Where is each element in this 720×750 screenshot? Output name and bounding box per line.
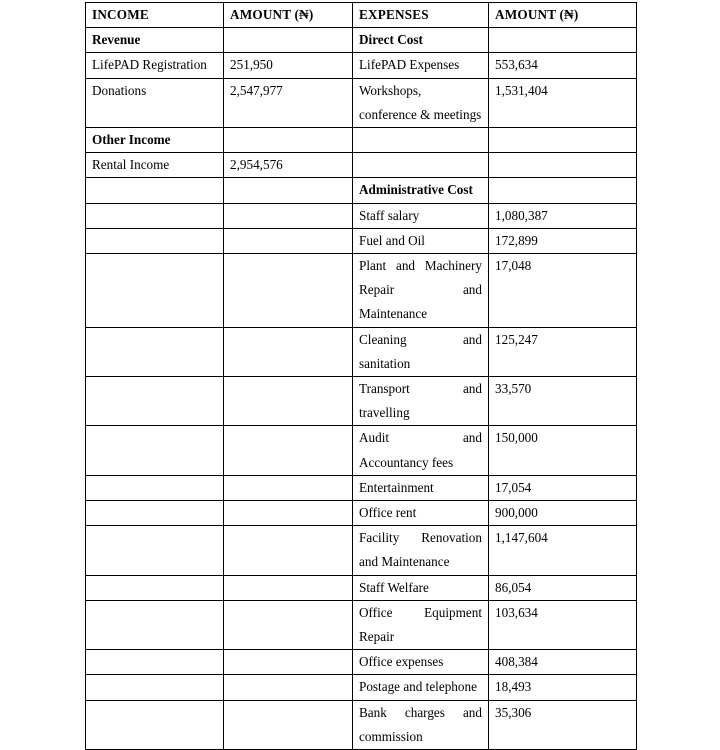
income-cell: LifePAD Registration <box>86 53 224 78</box>
income-expenses-table <box>85 2 637 750</box>
income-amount-cell <box>224 575 353 600</box>
income-cell <box>86 526 224 575</box>
table-row <box>86 178 637 203</box>
table-header-row <box>86 3 637 28</box>
income-cell <box>86 377 224 426</box>
expense-cell: Entertainment <box>353 475 489 500</box>
table-row <box>86 700 637 749</box>
expense-cell: Staff Welfare <box>353 575 489 600</box>
income-amount-cell <box>224 675 353 700</box>
income-cell <box>86 178 224 203</box>
expense-amount-cell: 17,054 <box>489 475 637 500</box>
expense-cell: Transport and travelling <box>353 377 489 426</box>
expense-amount-cell <box>489 128 637 153</box>
expense-amount-cell <box>489 153 637 178</box>
expense-cell: Office expenses <box>353 650 489 675</box>
expense-cell: Office rent <box>353 501 489 526</box>
table-row <box>86 426 637 475</box>
expense-cell: Postage and telephone <box>353 675 489 700</box>
table-row <box>86 53 637 78</box>
table-row <box>86 327 637 376</box>
income-amount-cell: 251,950 <box>224 53 353 78</box>
income-amount-cell: 2,547,977 <box>224 78 353 127</box>
income-amount-cell <box>224 228 353 253</box>
income-cell <box>86 675 224 700</box>
expense-amount-cell: 18,493 <box>489 675 637 700</box>
table-row <box>86 650 637 675</box>
col-header-expenses: EXPENSES <box>353 3 489 28</box>
expense-amount-cell <box>489 178 637 203</box>
income-amount-cell <box>224 650 353 675</box>
income-amount-cell <box>224 526 353 575</box>
expense-cell: Staff salary <box>353 203 489 228</box>
expense-amount-cell: 150,000 <box>489 426 637 475</box>
table-row <box>86 377 637 426</box>
expense-cell: Direct Cost <box>353 28 489 53</box>
expense-cell: Office Equipment Repair <box>353 600 489 649</box>
expense-amount-cell <box>489 28 637 53</box>
income-amount-cell: 2,954,576 <box>224 153 353 178</box>
col-header-income-amount: AMOUNT (₦) <box>224 3 353 28</box>
income-amount-cell <box>224 501 353 526</box>
income-amount-cell <box>224 600 353 649</box>
table-row <box>86 128 637 153</box>
expense-amount-cell: 900,000 <box>489 501 637 526</box>
table-row <box>86 153 637 178</box>
expense-cell: Workshops, conference & meetings <box>353 78 489 127</box>
income-cell: Revenue <box>86 28 224 53</box>
expense-cell: Administrative Cost <box>353 178 489 203</box>
income-amount-cell <box>224 700 353 749</box>
income-cell <box>86 203 224 228</box>
income-amount-cell <box>224 426 353 475</box>
table-row <box>86 501 637 526</box>
income-amount-cell <box>224 178 353 203</box>
income-amount-cell <box>224 377 353 426</box>
table-row <box>86 575 637 600</box>
income-amount-cell <box>224 327 353 376</box>
expense-amount-cell: 33,570 <box>489 377 637 426</box>
expense-amount-cell: 35,306 <box>489 700 637 749</box>
income-cell <box>86 426 224 475</box>
table-row <box>86 254 637 328</box>
expense-amount-cell: 1,147,604 <box>489 526 637 575</box>
expense-amount-cell: 408,384 <box>489 650 637 675</box>
col-header-income: INCOME <box>86 3 224 28</box>
income-amount-cell <box>224 475 353 500</box>
income-cell <box>86 650 224 675</box>
expense-amount-cell: 103,634 <box>489 600 637 649</box>
expense-amount-cell: 1,080,387 <box>489 203 637 228</box>
table-row <box>86 203 637 228</box>
expense-cell: Audit and Accountancy fees <box>353 426 489 475</box>
income-cell <box>86 254 224 328</box>
expense-cell: Cleaning and sanitation <box>353 327 489 376</box>
table-row <box>86 28 637 53</box>
table-row <box>86 78 637 127</box>
expense-amount-cell: 17,048 <box>489 254 637 328</box>
col-header-expenses-amount: AMOUNT (₦) <box>489 3 637 28</box>
income-cell <box>86 575 224 600</box>
table-row <box>86 475 637 500</box>
table-row <box>86 526 637 575</box>
income-cell: Other Income <box>86 128 224 153</box>
income-cell <box>86 700 224 749</box>
expense-cell: Plant and Machinery Repair and Maintenance <box>353 254 489 328</box>
expense-cell: LifePAD Expenses <box>353 53 489 78</box>
expense-cell <box>353 153 489 178</box>
expense-amount-cell: 86,054 <box>489 575 637 600</box>
income-cell <box>86 475 224 500</box>
income-cell: Donations <box>86 78 224 127</box>
income-amount-cell <box>224 203 353 228</box>
table-row <box>86 228 637 253</box>
income-cell <box>86 228 224 253</box>
income-amount-cell <box>224 254 353 328</box>
expense-amount-cell: 553,634 <box>489 53 637 78</box>
expense-cell: Facility Renovation and Maintenance <box>353 526 489 575</box>
income-cell: Rental Income <box>86 153 224 178</box>
expense-amount-cell: 1,531,404 <box>489 78 637 127</box>
expense-amount-cell: 125,247 <box>489 327 637 376</box>
income-amount-cell <box>224 128 353 153</box>
expense-cell: Bank charges and commission <box>353 700 489 749</box>
income-cell <box>86 600 224 649</box>
income-cell <box>86 327 224 376</box>
expense-cell <box>353 128 489 153</box>
expense-cell: Fuel and Oil <box>353 228 489 253</box>
income-cell <box>86 501 224 526</box>
expense-amount-cell: 172,899 <box>489 228 637 253</box>
income-amount-cell <box>224 28 353 53</box>
table-row <box>86 675 637 700</box>
table-row <box>86 600 637 649</box>
